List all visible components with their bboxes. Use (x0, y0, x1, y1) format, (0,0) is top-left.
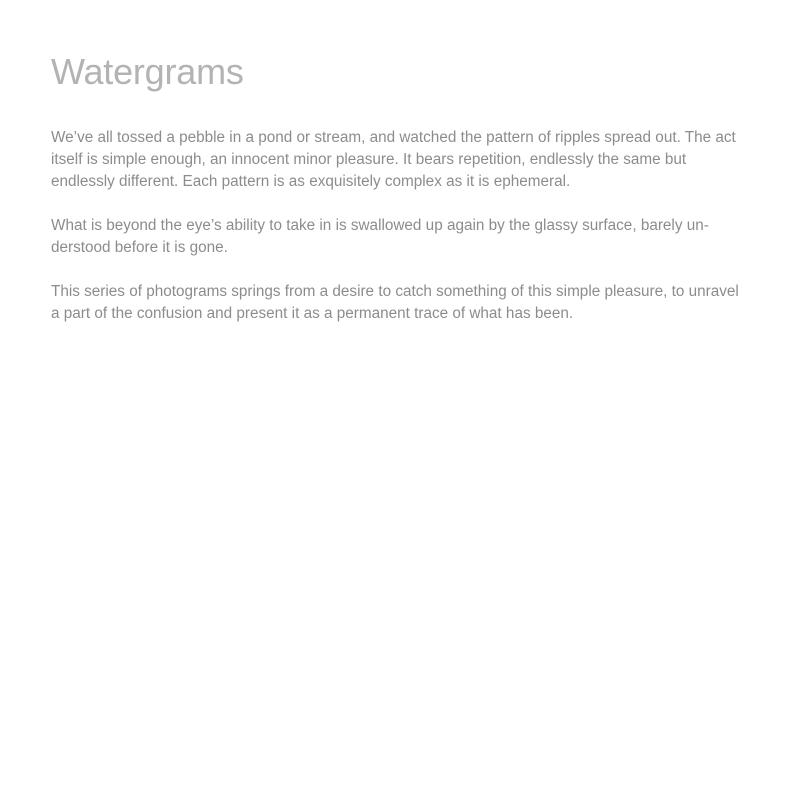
paragraph-intro: We’ve all tossed a pebble in a pond or stream, and watched the pattern of ripples spread out. The act itself is simple enough, an innocent minor pleasure. It bears repetition, endlessly the same but endlessly different. Each pattern is as exquisitely complex as it is ephemeral. (51, 129, 736, 190)
paragraph-surface: What is beyond the eye’s ability to take in is swallowed up again by the glassy surface, barely understood before it is gone. (51, 217, 709, 256)
paragraph-series: This series of photograms springs from a desire to catch something of this simple pleasure, to unravel a part of the confusion and present it as a permanent trace of what has been. (51, 283, 739, 322)
page-title: Watergrams (51, 51, 244, 92)
article-body (51, 127, 750, 325)
